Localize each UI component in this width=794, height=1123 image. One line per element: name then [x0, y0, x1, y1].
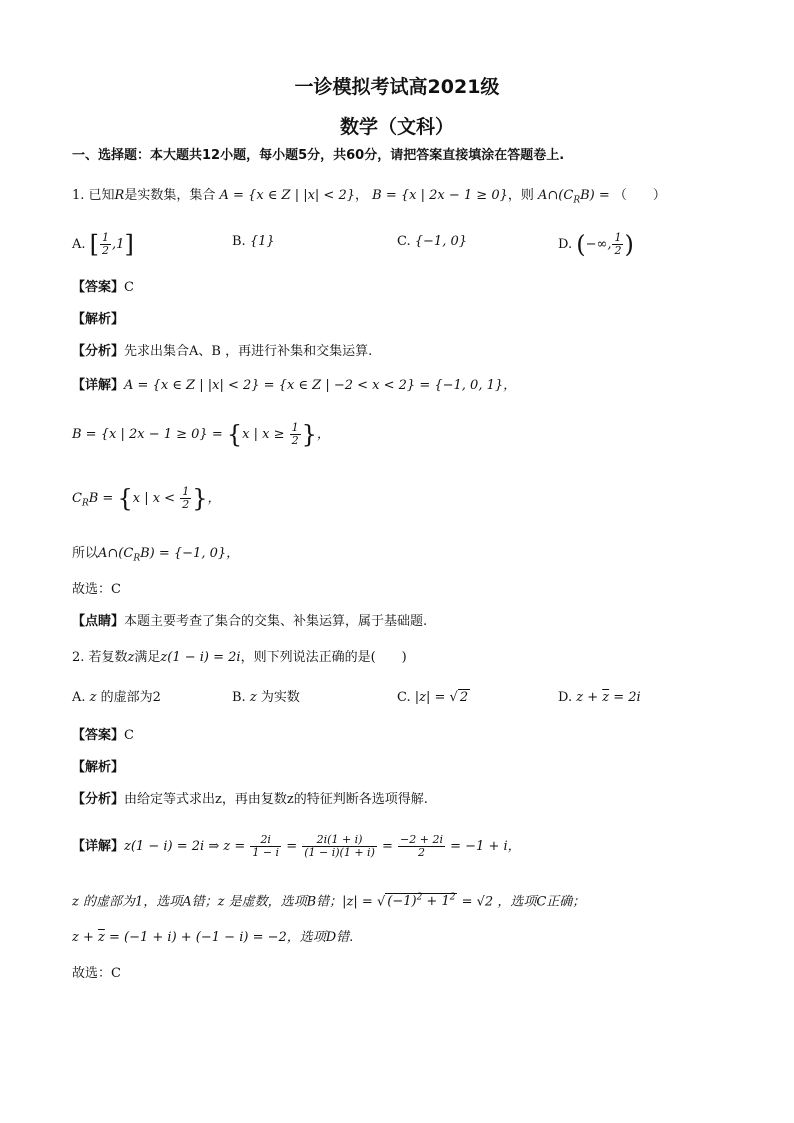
q1-comment: 【点睛】本题主要考查了集合的交集、补集运算，属于基础题.	[72, 614, 428, 629]
q2-detail-2: z 的虚部为1，选项A错；z 是虚数，选项B错；|z| = √ $(-1)^2 + 1^2 = √2$ ，选项C正确；	[72, 893, 586, 910]
q2-stem: 2. 若复数z满足z(1 − i) = 2i，则下列说法正确的是( )	[72, 650, 407, 665]
q2-option-b: B. z 为实数	[232, 690, 300, 705]
q1-set-b: B = {x | 2x − 1 ≥ 0}	[372, 188, 508, 203]
q2-choose: 故选：C	[72, 966, 121, 981]
q1-option-b: B. {1}	[232, 234, 275, 249]
q2-detail-3: $z + \overline{z} = (-1 + i) + (-1 - i) = -2$，选项D错.	[72, 930, 354, 945]
q2-detail-1: 【详解】z(1 − i) = 2i ⇒ z = $\frac{2i}{1 - i}$ = $\frac{2i(1 + i)}{(1 - i)(1 + i)}$ = $\frac{-2 + 2i}{2}$ = −1 + i，	[72, 833, 521, 859]
q2-option-d: D. $z + \overline{z} = 2i$	[558, 690, 641, 705]
q1-detail-2: B = {x | 2x − 1 ≥ 0} = {x | x ≥ $\frac{1}{2}$ }，	[72, 420, 330, 449]
q1-analysis-tag: 【解析】	[72, 312, 125, 327]
q1-detail-1: 【详解】A = {x ∈ Z | |x| < 2} = {x ∈ Z | −2 < x < 2} = {−1, 0, 1}，	[72, 378, 517, 393]
page-title: 一诊模拟考试高2021级	[294, 76, 500, 98]
q1-option-c: C. {−1, 0}	[397, 234, 468, 249]
section-heading: 一、选择题：本大题共12小题，每小题5分，共60分，请把答案直接填涂在答题卷上.	[72, 148, 565, 163]
q1-so: 所以$A\cap(C_RB) = \{-1$, 0}，	[72, 546, 240, 564]
page-subtitle: 数学（文科）	[339, 116, 454, 138]
q1-option-d: D. (−∞, $\frac{1}{2}$ )	[558, 230, 634, 259]
q2-option-a: A. z 的虚部为2	[72, 690, 161, 705]
q1-choose: 故选：C	[72, 582, 121, 597]
q1-detail-3: $C_RB = \{x$ | x < $\frac{1}{2}$ }，	[72, 484, 221, 513]
q2-answer: 【答案】C	[72, 728, 134, 743]
q1-option-a: A. [ $\frac{1}{2}$ ,1]	[72, 230, 134, 259]
q2-analysis-tag: 【解析】	[72, 760, 125, 775]
q1-set-a: A = {x ∈ Z | |x| < 2}	[219, 188, 356, 203]
q1-fenxi: 【分析】先求出集合A、B ，再进行补集和交集运算.	[72, 344, 373, 359]
q2-fenxi: 【分析】由给定等式求出z，再由复数z的特征判断各选项得解.	[72, 792, 428, 807]
q1-expr: $A\cap(C_RB)$ =	[538, 188, 610, 206]
q1-answer: 【答案】C	[72, 280, 134, 295]
q1-stem: 1. 已知R是实数集，集合 A = {x ∈ Z | |x| < 2}， B = {x | 2x − 1 ≥ 0}，则 $A\cap(C_RB)$ = （ ）	[72, 188, 666, 206]
q2-option-c: C. |z| = √ 2	[397, 690, 469, 705]
